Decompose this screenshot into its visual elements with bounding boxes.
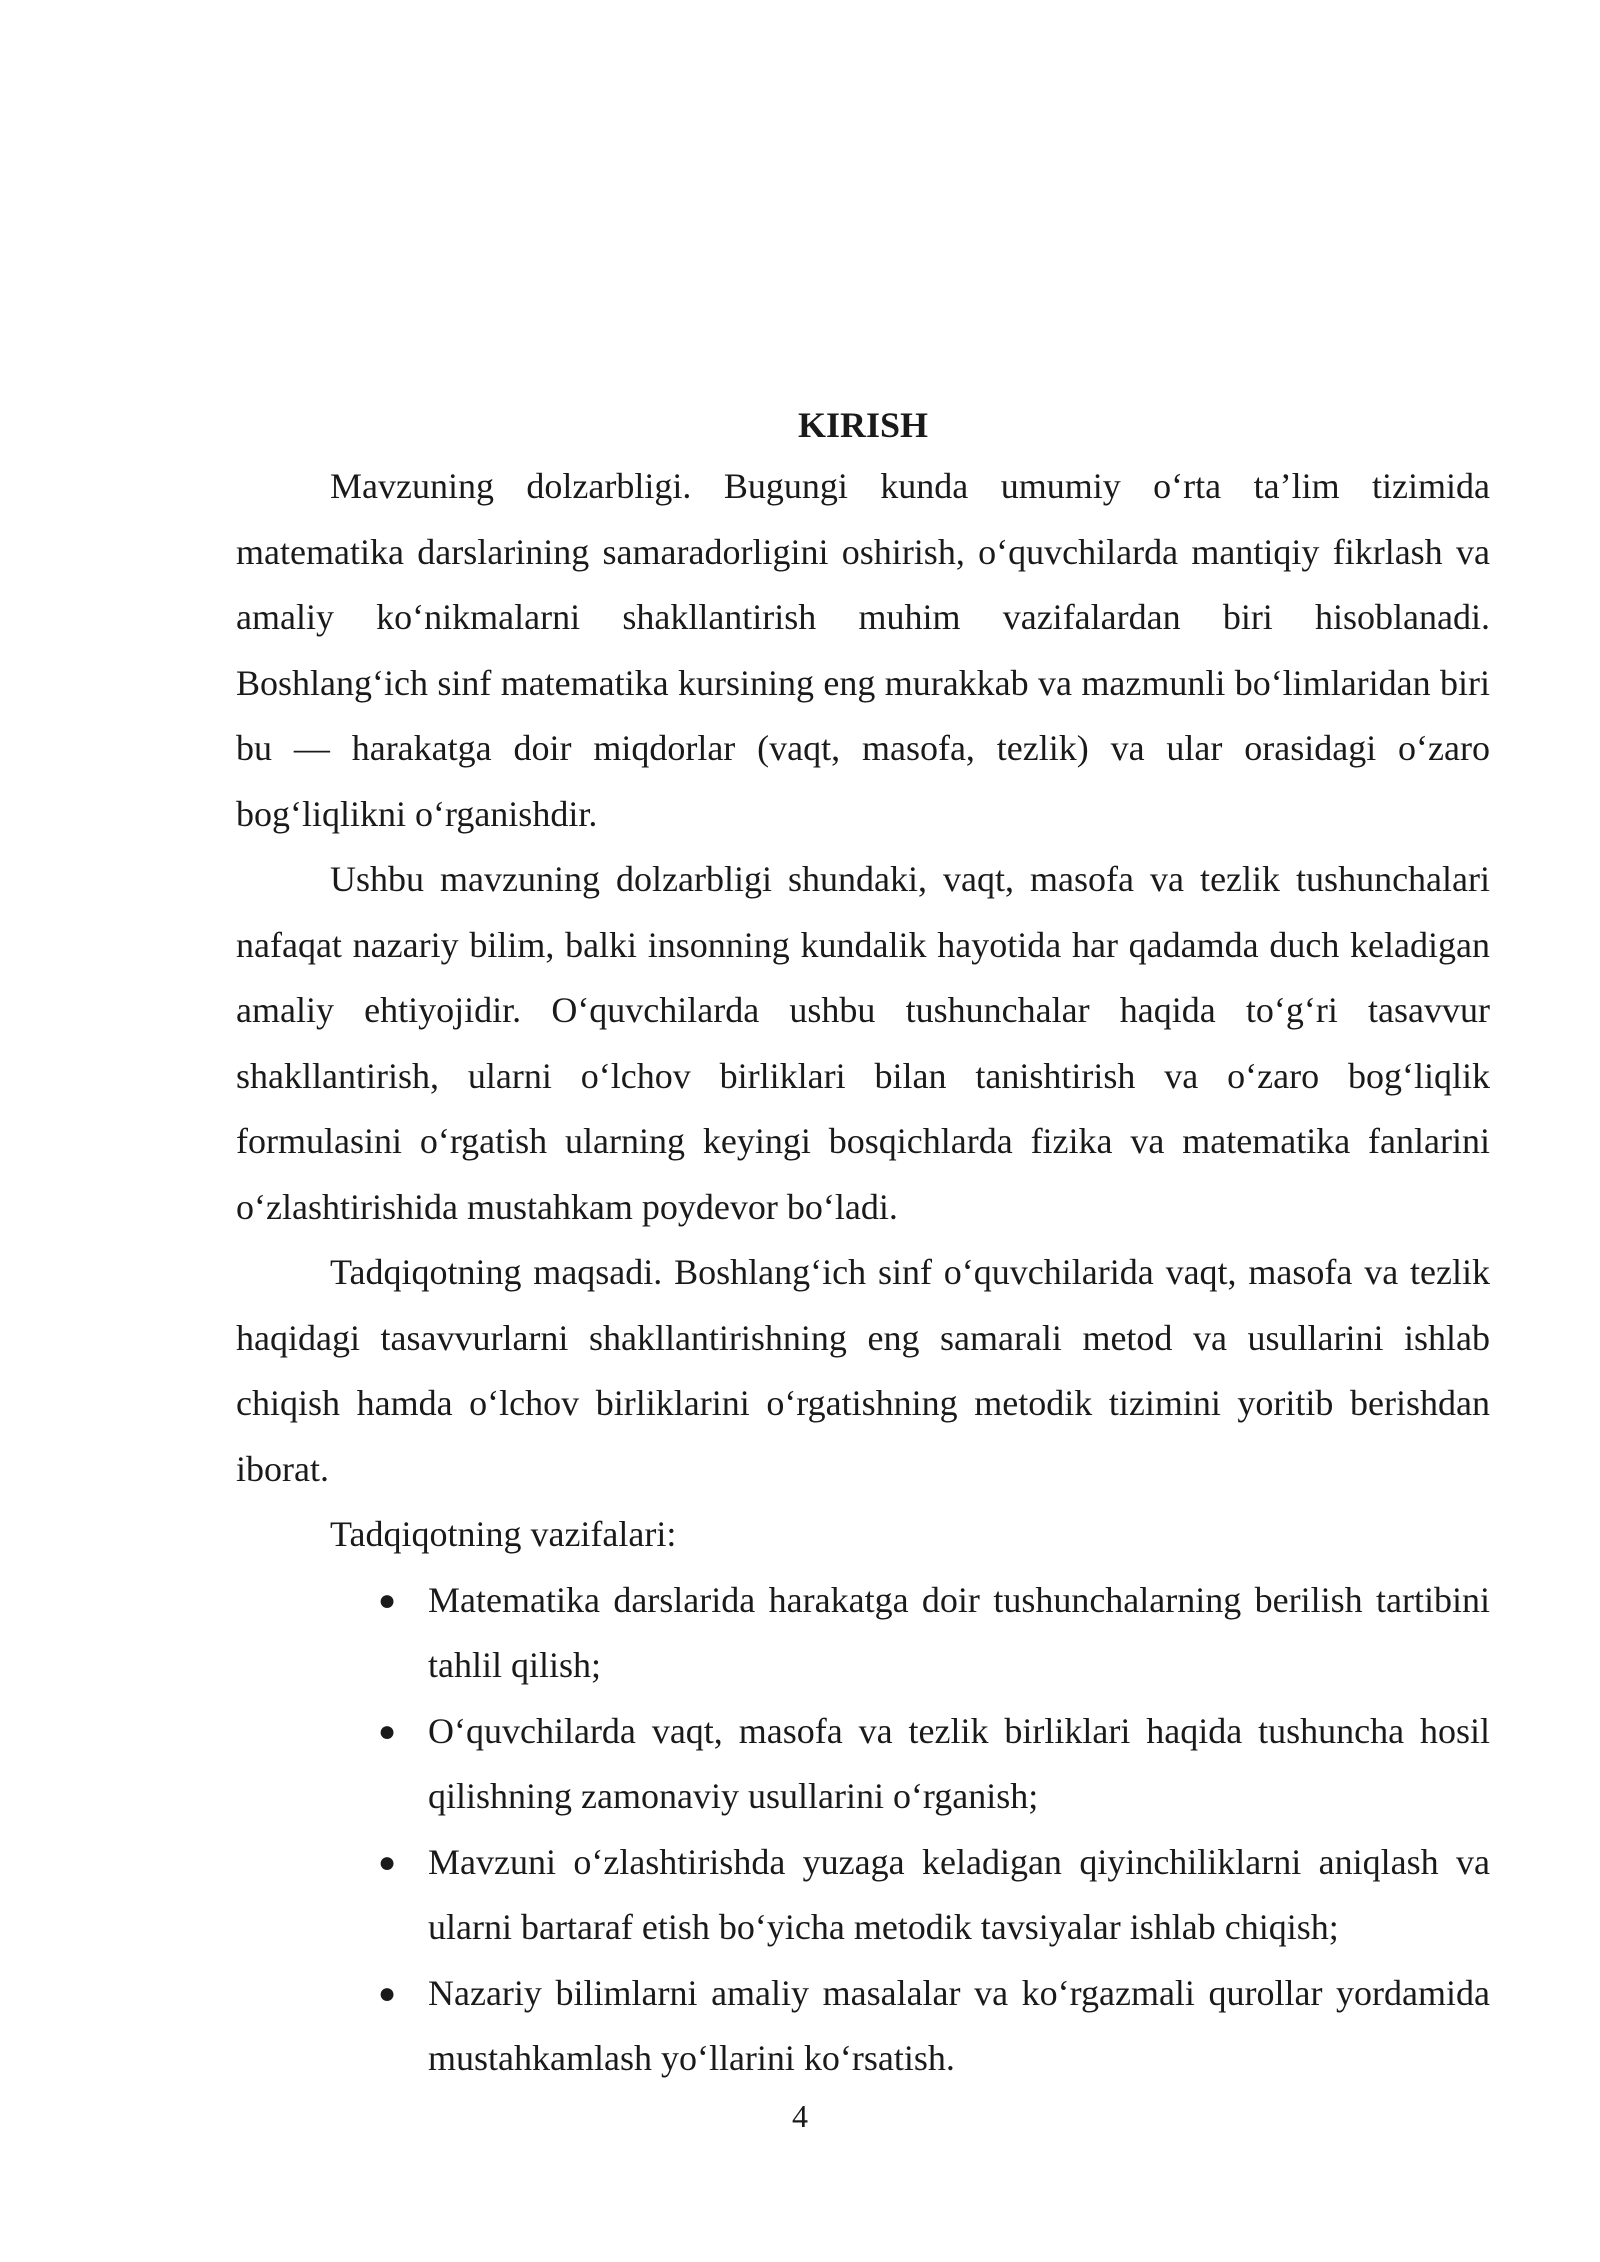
- tasks-list: [236, 1568, 1490, 2092]
- task-text: Matematika darslarida harakatga doir tushunchalarning berilish tartibini tahlil qilish;: [428, 1579, 1490, 1685]
- page-number: 4: [792, 2098, 808, 2134]
- task-text: Mavzuni o‘zlashtirishda yuzaga keladigan qiyinchiliklarni aniqlash va ularni bartaraf etish bo‘yicha metodik tavsiyalar ishlab chiqish;: [428, 1841, 1490, 1947]
- paragraph-relevance: Mavzuning dolzarbligi. Bugungi kunda umumiy o‘rta ta’lim tizimida matematika darslarining samaradorligini oshirish, o‘quvchilarda mantiqiy fikrlash va amaliy ko‘nikmalarni shakllantirish muhim vazifalardan biri hisoblanadi. Boshlang‘ich sinf matematika kursining eng murakkab va mazmunli bo‘limlaridan biri bu — harakatga doir miqdorlar (vaqt, masofa, tezlik) va ular orasidagi o‘zaro bog‘liqlikni o‘rganishdir.: [236, 466, 1490, 834]
- section-title: KIRISH: [797, 405, 929, 445]
- list-item: [378, 1830, 1490, 1961]
- list-item: [378, 1961, 1490, 2092]
- bullet-icon: ●: [378, 1976, 397, 2010]
- page-content: [236, 396, 1490, 2092]
- bullet-icon: ●: [378, 1583, 397, 1617]
- bullet-icon: ●: [378, 1845, 397, 1879]
- paragraph-goal: Tadqiqotning maqsadi. Boshlang‘ich sinf o‘quvchilarida vaqt, masofa va tezlik haqidagi tasavvurlarni shakllantirishning eng samarali metod va usullarini ishlab chiqish hamda o‘lchov birliklarini o‘rgatishning metodik tizimini yoritib berishdan iborat.: [236, 1252, 1490, 1489]
- list-item: [378, 1699, 1490, 1830]
- tasks-heading: Tadqiqotning vazifalari:: [330, 1514, 677, 1554]
- list-item: [378, 1568, 1490, 1699]
- task-text: Nazariy bilimlarni amaliy masalalar va ko‘rgazmali qurollar yordamida mustahkamlash yo‘llarini ko‘rsatish.: [428, 1972, 1490, 2078]
- task-text: O‘quvchilarda vaqt, masofa va tezlik birliklari haqida tushuncha hosil qilishning zamonaviy usullarini o‘rganish;: [428, 1710, 1490, 1816]
- bullet-icon: ●: [378, 1714, 397, 1748]
- paragraph-relevance-detail: Ushbu mavzuning dolzarbligi shundaki, vaqt, masofa va tezlik tushunchalari nafaqat nazariy bilim, balki insonning kundalik hayotida har qadamda duch keladigan amaliy ehtiyojidir. O‘quvchilarda ushbu tushunchalar haqida to‘g‘ri tasavvur shakllantirish, ularni o‘lchov birliklari bilan tanishtirish va o‘zaro bog‘liqlik formulasini o‘rgatish ularning keyingi bosqichlarda fizika va matematika fanlarini o‘zlashtirishida mustahkam poydevor bo‘ladi.: [236, 859, 1490, 1227]
